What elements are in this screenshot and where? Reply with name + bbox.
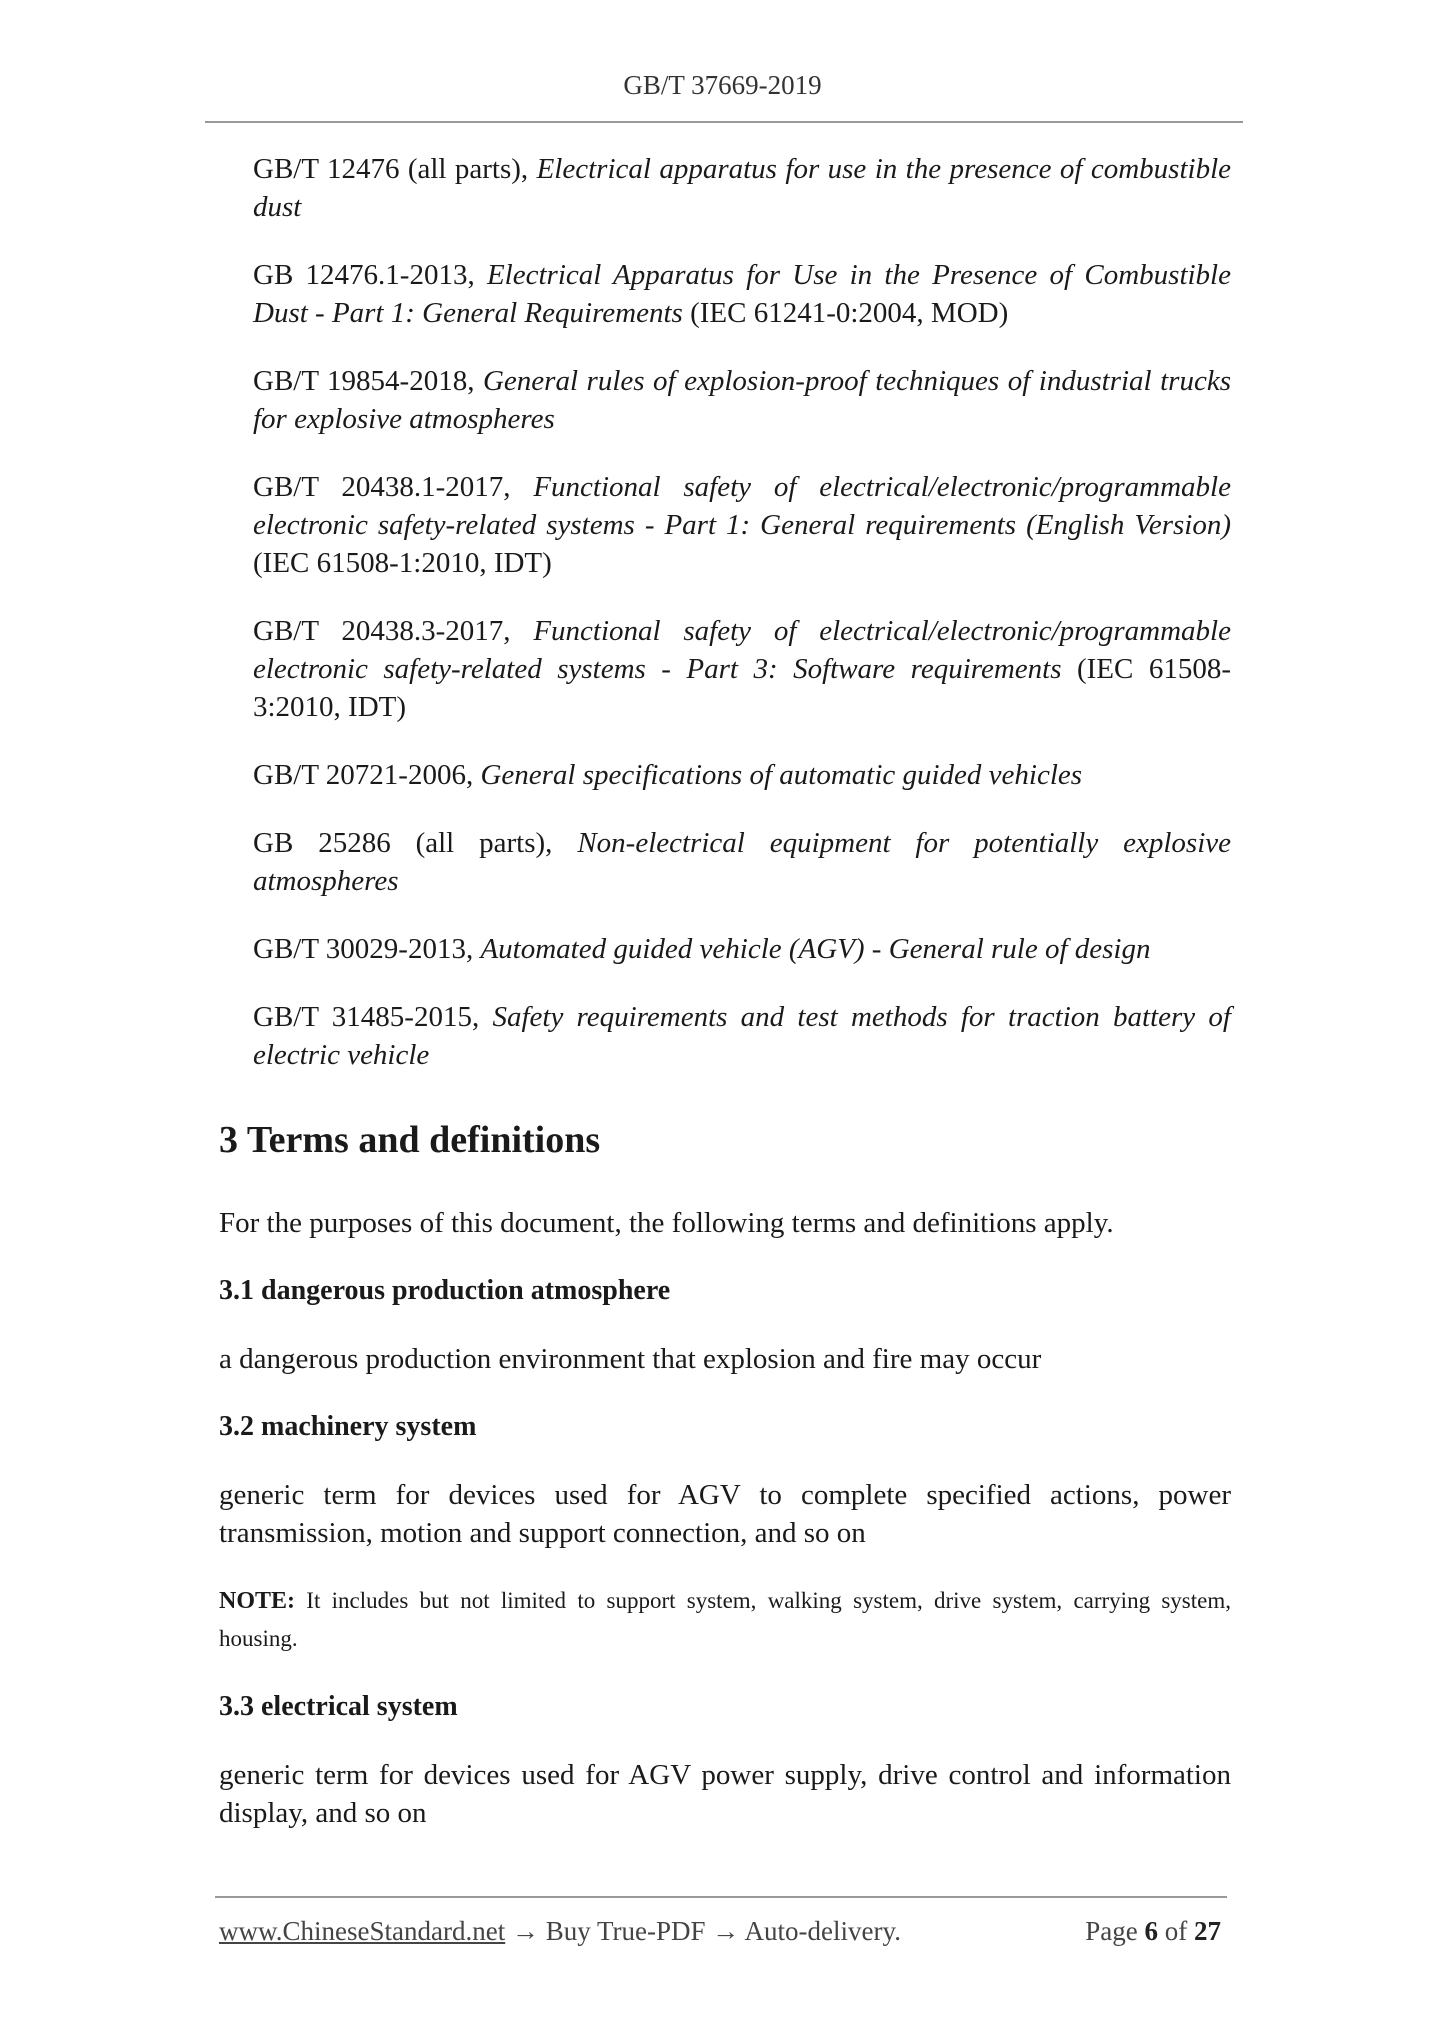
term-definition: generic term for devices used for AGV to complete specified actions, power transmission, motion and support connection, and so on [219, 1479, 1231, 1549]
term-definition: generic term for devices used for AGV power supply, drive control and information display, and so on [219, 1759, 1231, 1829]
reference-item [253, 930, 1231, 968]
page-indicator [1085, 1916, 1221, 1947]
reference-item [253, 468, 1231, 582]
page-label: Page [1085, 1916, 1145, 1946]
delivery-text: Auto-delivery. [744, 1916, 901, 1946]
reference-tail: (IEC 61508-3:2010, IDT) [253, 653, 1231, 723]
reference-code: GB/T 20438.3-2017, [253, 615, 534, 647]
arrow-icon: → [705, 1916, 745, 1946]
of-label: of [1158, 1916, 1194, 1946]
page-number: 6 [1144, 1916, 1158, 1946]
header-divider [205, 121, 1243, 123]
reference-code: GB/T 19854-2018, [253, 365, 483, 397]
term-note [219, 1582, 1231, 1658]
footer-promo [219, 1916, 901, 1947]
reference-item [253, 362, 1231, 438]
reference-tail: (IEC 61508-1:2010, IDT) [253, 547, 552, 579]
note-text: It includes but not limited to support system, walking system, drive system, carrying system, housing. [219, 1588, 1231, 1651]
section-intro: For the purposes of this document, the following terms and definitions apply. [219, 1207, 1114, 1239]
reference-code: GB/T 20438.1-2017, [253, 471, 534, 503]
reference-item [253, 824, 1231, 900]
reference-title: General rules of explosion-proof techniques of industrial trucks for explosive atmospheres [253, 365, 1231, 435]
page-total: 27 [1194, 1916, 1221, 1946]
terms-section [219, 1116, 1231, 1862]
reference-item [253, 756, 1231, 794]
reference-title: Electrical apparatus for use in the presence of combustible dust [253, 153, 1231, 223]
reference-code: GB/T 30029-2013, [253, 933, 481, 965]
reference-code: GB/T 12476 (all parts), [253, 153, 537, 185]
reference-item [253, 256, 1231, 332]
website-link[interactable]: www.ChineseStandard.net [219, 1916, 506, 1946]
footer-divider [215, 1896, 1227, 1898]
reference-code: GB/T 20721-2006, [253, 759, 481, 791]
reference-title: Automated guided vehicle (AGV) - General rule of design [480, 933, 1151, 965]
reference-item [253, 150, 1231, 226]
buy-text: Buy True-PDF [545, 1916, 706, 1946]
reference-title: General specifications of automatic guided vehicles [480, 759, 1083, 791]
note-label: NOTE: [219, 1588, 296, 1614]
reference-code: GB/T 31485-2015, [253, 1001, 493, 1033]
term-heading: 3.2 machinery system [219, 1411, 477, 1442]
arrow-icon: → [505, 1916, 546, 1946]
term-heading: 3.1 dangerous production atmosphere [219, 1275, 671, 1306]
reference-code: GB 25286 (all parts), [253, 827, 578, 859]
term-heading: 3.3 electrical system [219, 1691, 458, 1722]
term-definition: a dangerous production environment that explosion and fire may occur [219, 1343, 1042, 1375]
reference-title: Electrical Apparatus for Use in the Presence of Combustible Dust - Part 1: General Requirements [253, 259, 1231, 329]
section-heading: 3 Terms and definitions [219, 1119, 601, 1161]
reference-tail: (IEC 61241-0:2004, MOD) [682, 297, 1009, 329]
reference-item [253, 998, 1231, 1074]
reference-title: Functional safety of electrical/electronic/programmable electronic safety-related systems - Part 3: Software requirements [253, 615, 1231, 685]
page-header-title: GB/T 37669-2019 [623, 70, 822, 100]
normative-references-list [253, 150, 1231, 1104]
reference-item [253, 612, 1231, 726]
reference-title: Functional safety of electrical/electronic/programmable electronic safety-related systems - Part 1: General requirements (English Version) [253, 471, 1231, 541]
reference-title: Safety requirements and test methods for traction battery of electric vehicle [253, 1001, 1231, 1071]
reference-title: Non-electrical equipment for potentially explosive atmospheres [253, 827, 1231, 897]
reference-code: GB 12476.1-2013, [253, 259, 487, 291]
